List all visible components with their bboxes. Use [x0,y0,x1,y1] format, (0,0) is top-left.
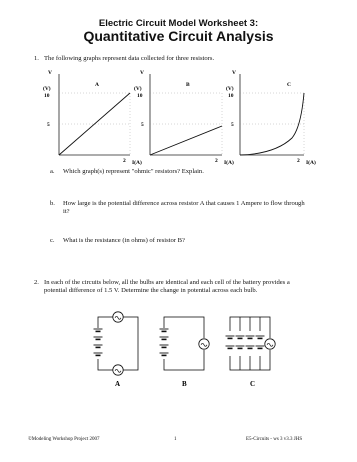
circuit-c [226,317,276,388]
question-1-text: The following graphs represent data collected for three resistors. [44,55,215,62]
graph-b-letter: B [186,82,190,88]
graph-b-curve [150,126,222,155]
graph-b-ytick-5: 5 [141,122,144,128]
circuit-a-bulb-2 [113,365,123,375]
question-2-text-line1: In each of the circuits below, all the bulbs are identical and each cell of the battery provides a [44,279,290,286]
circuits-container [0,300,357,410]
graph-b-v-unit: (V) [134,86,142,92]
graph-c-v-unit: (V) [226,86,234,92]
circuit-b-bulb-1 [199,339,209,349]
footer-page-number: 1 [174,437,177,442]
circuit-a-bulb-1 [113,312,123,322]
graph-b [134,70,234,166]
graph-a-letter: A [95,82,99,88]
graph-a-x-unit: I(A) [132,160,142,166]
part-c-text: What is the resistance (in ohms) of resistor B? [63,237,185,244]
graph-a [43,70,142,166]
graph-a-ytick-5: 5 [47,122,50,128]
graph-c [226,70,316,166]
graph-c-ytick-5: 5 [231,122,234,128]
part-c-label: c. [50,237,55,244]
part-b-text-line2: it? [63,208,70,215]
graph-a-ytick-10: 10 [44,93,50,99]
graph-c-xtick-2: 2 [297,158,300,164]
graph-c-x-unit: I(A) [306,160,316,166]
graph-b-v-label: V [140,70,144,76]
question-2-number: 2. [34,279,39,286]
circuit-c-bulb-1 [265,339,275,349]
circuit-c-label: C [250,380,256,388]
graph-c-v-label: V [232,70,236,76]
graph-c-ytick-10: 10 [228,93,234,99]
graph-a-v-unit: (V) [43,86,51,92]
worksheet-title: Quantitative Circuit Analysis [83,28,274,44]
part-b-label: b. [50,200,55,207]
footer-right: E5-Circuits - ws 3 v3.3 JHS [246,437,303,442]
graph-a-v-label: V [48,70,52,76]
part-b-text-line1: How large is the potential difference across resistor A that causes 1 Ampere to flow through [63,200,305,207]
graph-a-xtick-2: 2 [123,158,126,164]
circuit-a [94,312,139,388]
circuit-a-label: A [115,380,121,388]
graph-b-xtick-2: 2 [215,158,218,164]
part-a-text: Which graph(s) represent "ohmic" resistors? Explain. [63,168,204,175]
footer-left: ©Modeling Workshop Project 2007 [28,437,100,442]
circuit-b [160,317,210,388]
graph-b-x-unit: I(A) [224,160,234,166]
graphs-container [0,64,357,172]
circuit-b-label: B [182,380,187,388]
part-a-label: a. [50,168,55,175]
worksheet-subtitle: Electric Circuit Model Worksheet 3: [98,18,259,29]
graph-b-ytick-10: 10 [137,93,143,99]
question-2-text-line2: potential difference of 1.5 V. Determine the change in potential across each bulb. [44,287,258,294]
graph-c-letter: C [287,82,291,88]
question-1-number: 1. [34,55,39,62]
